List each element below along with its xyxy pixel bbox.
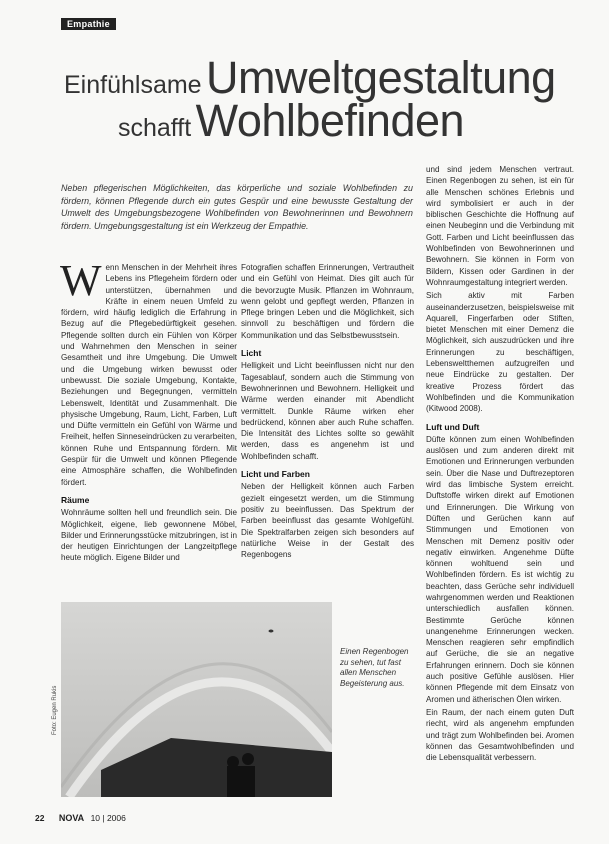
paragraph-luft-duft: Düfte können zum einen Wohlbefinden auslösen und zum anderen direkt mit Emotionen und Erinnerungen verbunden sein. Über die Nase und Duftrezeptoren wird das limbische System erreicht. Duftstoffe wirken direkt auf Emotionen und Erinnerungen. Die Wirkung von Düften und Gerüchen kann auf Stimmungen und Emotionen von Menschen mit Demenz positiv oder negativ einwirken. Angenehme Düfte können wohltuend sein und Wohlbefinden fördern. Es ist wichtig zu beachten, dass Gerüche sehr individuell wahrgenommen werden und Reaktionen unterschiedlich ausfallen können. Bestimmte Gerüche können unangenehme Erinnerungen wecken. Menschen reagieren sehr empfindlich auf Gerüche, die sie an negative Erfahrungen erinnern. Doch sie können auch positive Gefühle auslösen. Hier können Pflegende mit dem Einsatz von Aromen und ätherischen Ölen wirken. [426,434,574,704]
paragraph-farben-aktiv: Sich aktiv mit Farben auseinanderzusetzen, beispielsweise mit Aquarell, Fingerfarben oder Stiften, bietet Menschen mit einer Demenz die Möglichkeit, sich auszudrücken und ihre Erinnerungen zu beschäftigen, Lebensweltthemen aufzugreifen und neue Eindrücke zu gestalten. Der kreative Prozess fördert das Wohlbefinden und die Kommunikation (Kitwood 2008). [426,291,574,414]
intro-paragraph [60,256,237,488]
page-number: 22 [35,813,45,823]
issue-number: 10 | 2006 [90,813,126,823]
headline-word-small: schafft [118,114,192,142]
text-column-2 [241,262,414,562]
bird-silhouette [269,630,274,633]
section-tag: Empathie [61,18,116,30]
subheading-licht: Licht [241,348,262,359]
paragraph-licht-farben: Neben der Helligkeit können auch Farben gezielt eingesetzt werden, um die Stimmung positiv zu beeinflussen. Das Spektrum der Farben beeinflusst das gesamte Wohlgefühl. Die Spektralfarben zeigen sich besonders auf natürliche Weise in der Gestalt des Regenbogens [241,482,414,560]
intro-text: enn Menschen in der Mehrheit ihres Lebens ins Pflegeheim fördern oder unterstützen, übernahmen und Kräfte in einem neuen Umfeld zu fördern, wird häufig lediglich die Erfahrung in Bezug auf die Pflegebedürftigkeit gesehen. Pflegende sollten durch ein Fühlen von Körper und Wahrnehmen den Menschen in seiner Gesamtheit und ihre Umgebung. Die Umwelt und die Umgebung wirken bewusst oder unbewusst. Die soziale Umgebung, Kontakte, Beziehungen und Begegnungen, vermitteln Lebenswelt, Identität und Zusammenhalt. Die physische Umgebung, Raum, Licht, Farben, Luft und Düfte vermitteln ein Gefühl von Wärme und Freiheit, helfen Sinneseindrücken zu verarbeiten, können Ruhe und Entspannung fördern. Mit Gespür für die Umwelt und können Pflegende eine Atmosphäre schaffen, die Wohlbefinden fördert. [61,263,237,487]
headline-line-2 [118,95,464,147]
photo-caption: Einen Regenbogen zu sehen, tut fast allen Menschen Begeisterung aus. [340,647,409,688]
page-footer [35,813,126,823]
paragraph-licht: Helligkeit und Licht beeinflussen nicht nur den Tagesablauf, sondern auch die Stimmung von Bewohnerinnen und Bewohnern. Helligkeit und Wärme werden einander mit Abendlicht vermittelt. Dunkle Räume wirken eher bedrückend, können aber auch Ruhe schaffen. Die Intensität des Lichtes sollte so gewählt werden, dass es angenehm ist und Wohlbefinden schafft. [241,361,414,461]
text-column-3 [426,164,574,765]
rainbow-photo [61,602,332,797]
paragraph-fotografien: Fotografien schaffen Erinnerungen, Vertrautheit und ein Gefühl von Heimat. Dies gilt auch für die bevorzugte Musik. Pflanzen im Wohnraum, wenn gelobt und gepflegt werden, Pflanzen in Pflege bringen Leben und die Möglichkeit, sich sinnvoll zu beschäftigen und fördern die Kommunikation und das Selbstbewusstsein. [241,263,414,340]
headline-word-small: Einfühlsame [64,71,202,99]
paragraph-duft-raum: Ein Raum, der nach einem guten Duft riecht, wird als angenehm empfunden und trägt zum Wohlbefinden bei. Aromen können das Gesamtwohlbefinden und die Lebensqualität verbessern. [426,707,574,763]
lead-paragraph: Neben pflegerischen Möglichkeiten, das körperliche und soziale Wohlbefinden zu fördern, können Pflegende durch ein gutes Gespür und eine bewusste Gestaltung der Umwelt des Umgebungsbezogene Wohlbefinden von Bewohnerinnen und Bewohnern fördern. Umgebungsgestaltung ist ein Werkzeug der Empathie. [61,183,413,231]
rainbow-photo-graphic [61,602,332,797]
magazine-name: NOVA [58,813,85,823]
subheading-luft-duft: Luft und Duft [426,421,480,432]
subheading-raeume: Räume [61,494,90,505]
paragraph-regenbogen: und sind jedem Menschen vertraut. Einen Regenbogen zu sehen, ist ein für alle Menschen schönes Erlebnis und wird symbolisiert er auch in der biblischen Geschichte die Hoffnung auf einen Neubeginn und die Verbindung mit Gott. Farben und Licht beeinflussen das Wohlbefinden von Bewohnerinnen und Bewohnern. Sie können in Form von Bildern, Kissen oder Gardinen in der Wohnraumgestaltung integriert werden. [426,165,574,287]
people-silhouette [227,766,255,797]
headline-word-big: Umweltgestaltung [206,52,556,103]
headline-word-big: Wohlbefinden [195,95,465,146]
subheading-licht-farben: Licht und Farben [241,469,310,480]
drop-cap: W [60,256,102,305]
paragraph-raeume: Wohnräume sollten hell und freundlich sein. Die Möglichkeit, eigene, lieb gewonnene Möbel, Bilder und Erinnerungsstücke mitzubringen, ist in der heutigen Einrichtungen der Langzeitpflege heute möglich. Eigene Bilder und [61,508,237,563]
photo-credit: Foto: Eugen Rukis [52,685,58,735]
text-column-1 [60,256,237,566]
person-head-2 [242,753,254,765]
